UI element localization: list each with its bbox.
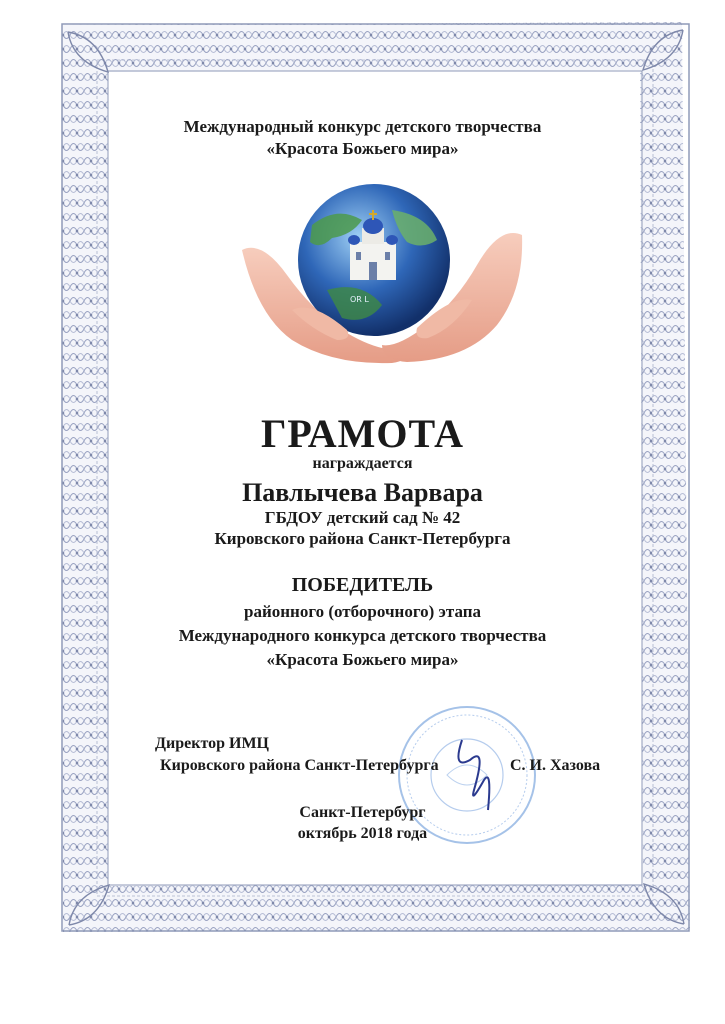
contest-header-line2: «Красота Божьего мира» — [266, 139, 459, 158]
contest-line: Международного конкурса детского творчества — [178, 626, 547, 645]
globe-label: OR L — [350, 295, 369, 304]
certificate-title: ГРАМОТА — [260, 411, 465, 456]
signatory-name: С. И. Хазова — [510, 757, 601, 774]
signatory-title-line2: Кировского района Санкт-Петербурга — [160, 757, 439, 774]
awarded-text: награждается — [312, 455, 413, 472]
school-line-2: Кировского района Санкт-Петербурга — [214, 529, 511, 548]
footer-city: Санкт-Петербург — [299, 804, 426, 821]
winner-status: ПОБЕДИТЕЛЬ — [291, 574, 434, 596]
stage-line: районного (отборочного) этапа — [243, 602, 482, 621]
contest-name: «Красота Божьего мира» — [266, 650, 459, 669]
hands-holding-globe-icon — [232, 180, 530, 365]
signature-icon — [458, 740, 489, 810]
recipient-name: Павлычева Варвара — [242, 478, 483, 507]
school-line-1: ГБДОУ детский сад № 42 — [264, 508, 461, 527]
contest-header-line1: Международный конкурс детского творчества — [183, 117, 542, 136]
footer-date: октябрь 2018 года — [297, 825, 428, 842]
signatory-title-line1: Директор ИМЦ — [155, 735, 269, 752]
